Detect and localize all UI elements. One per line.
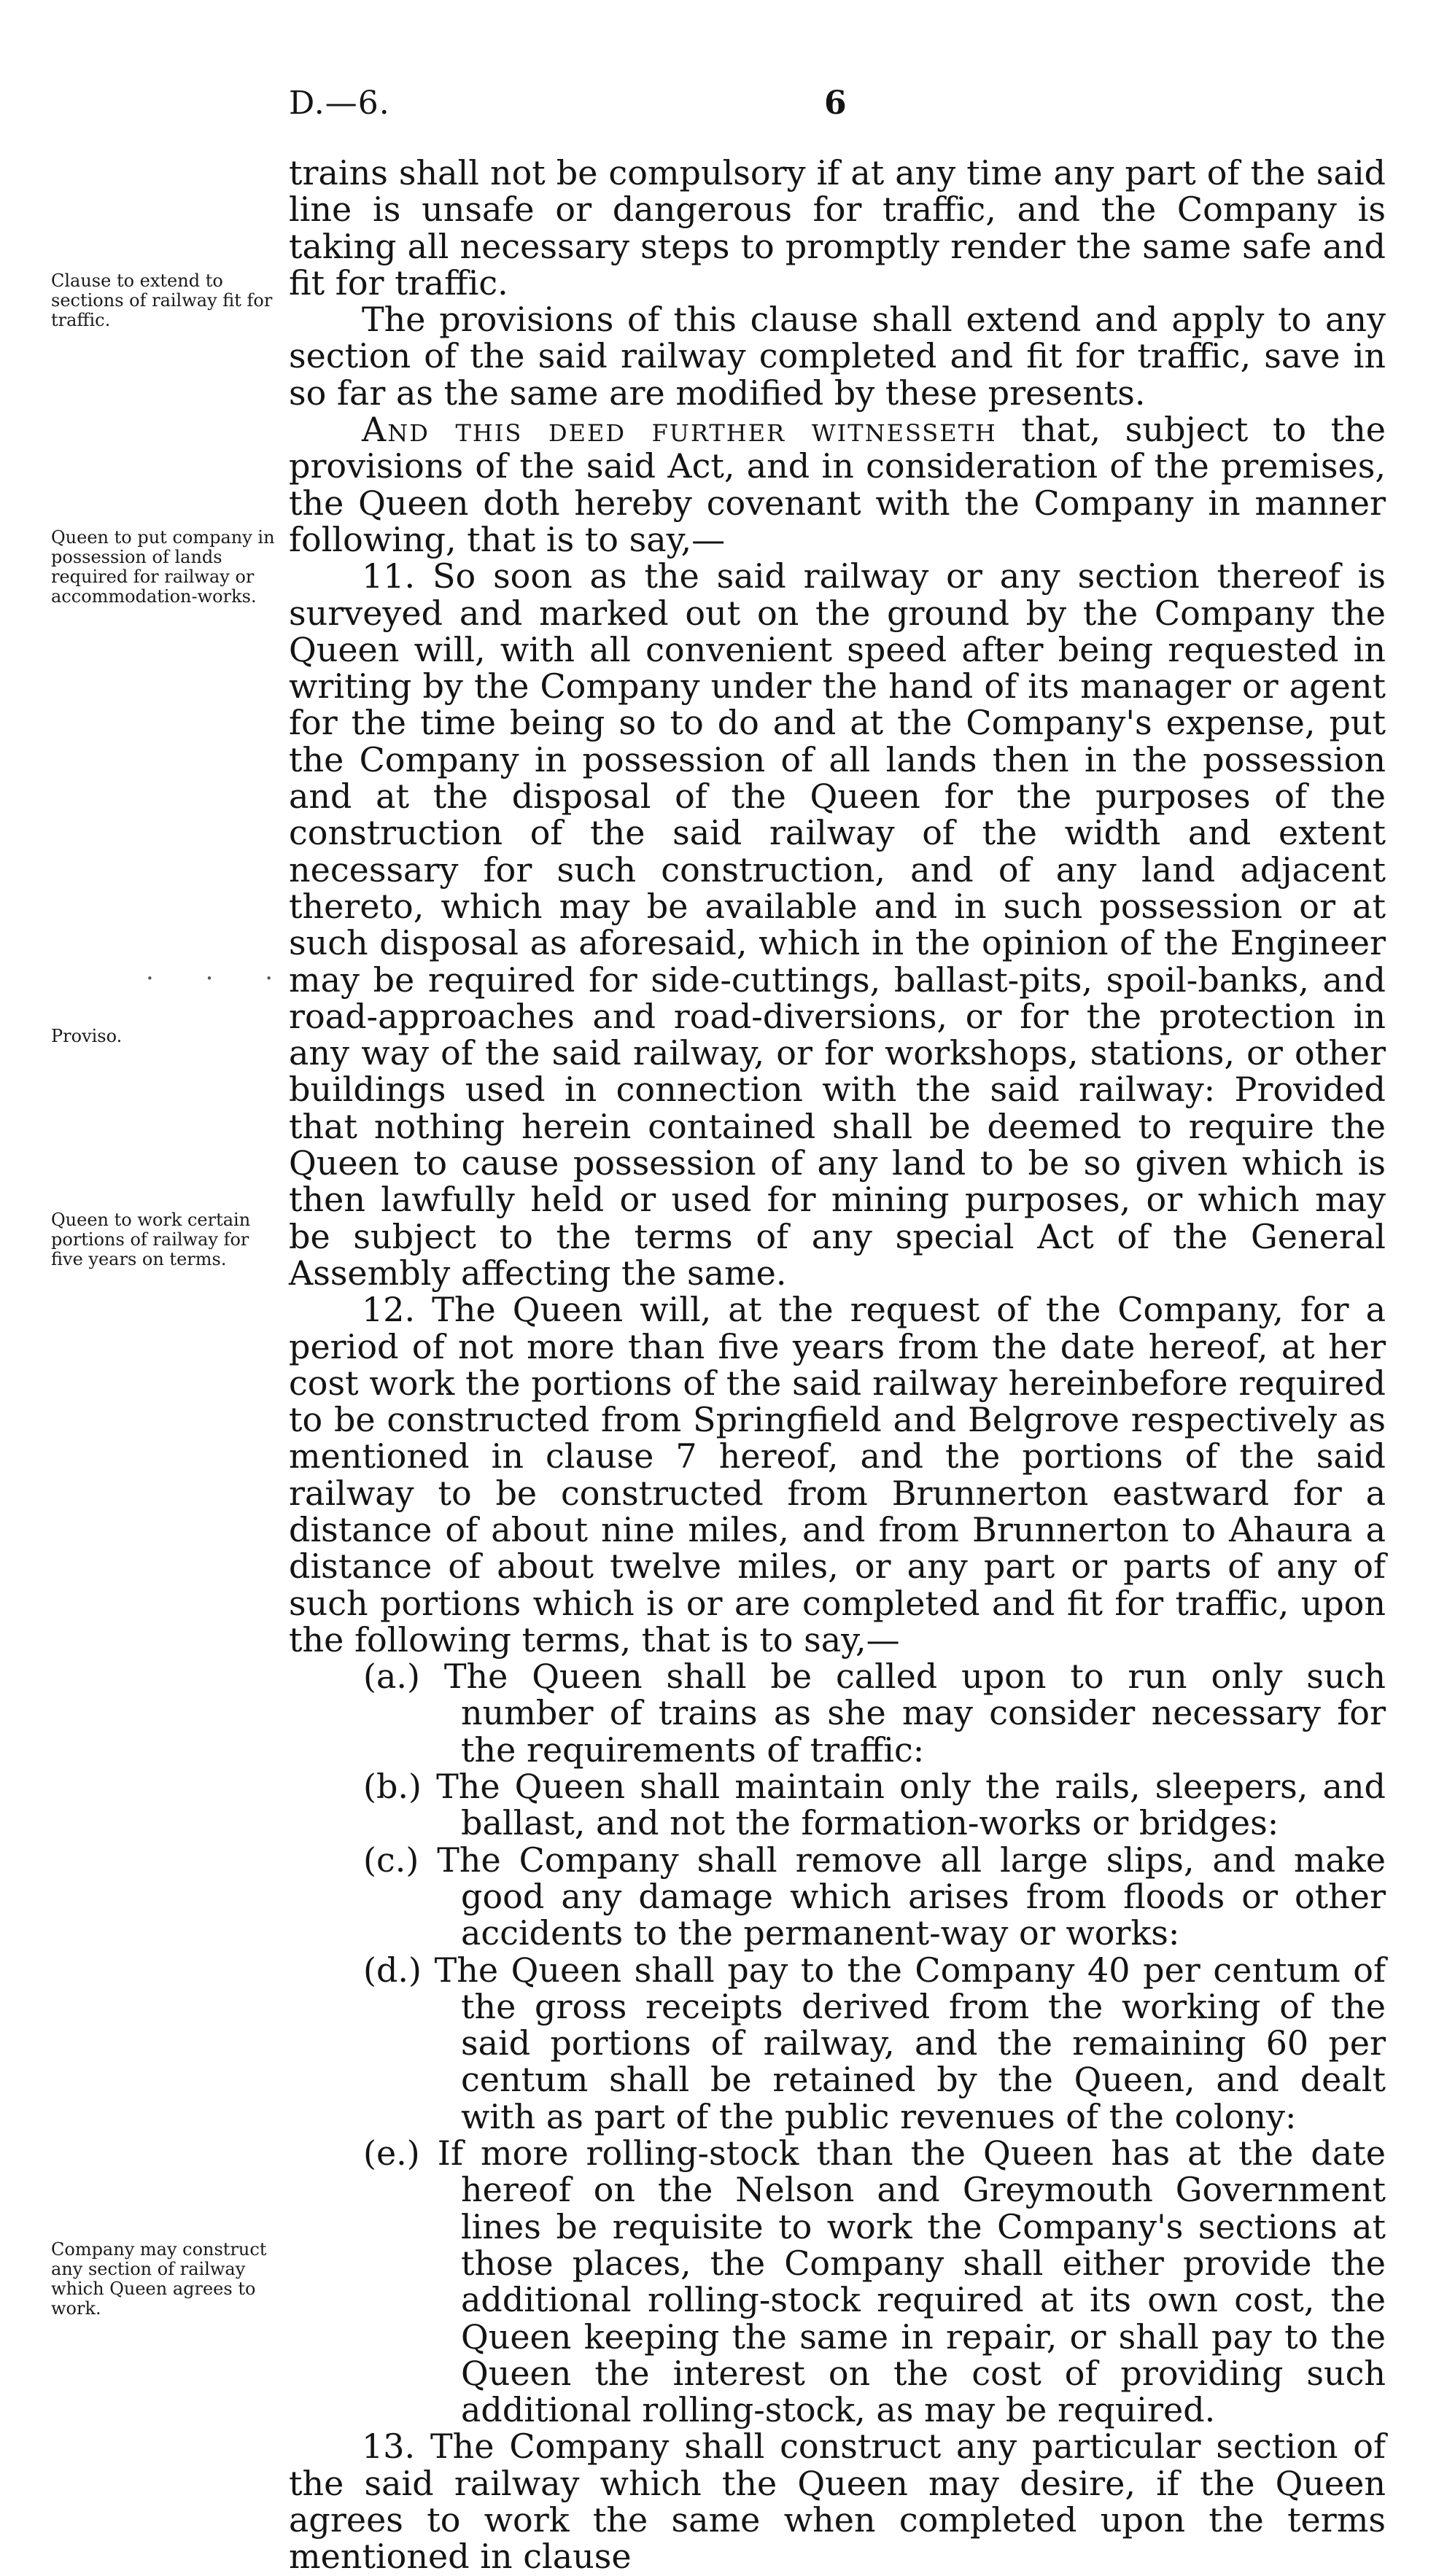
margin-note-queen-possession: Queen to put company in possession of lands required for railway or accommodation-works.	[51, 527, 275, 607]
body-text	[289, 155, 1386, 2575]
margin-note-company-construct: Company may construct any section of railway which Queen agrees to work.	[51, 2239, 267, 2319]
paragraph-clause-13: 13. The Company shall construct any particular section of the said railway which the Queen may desire, if the Queen agrees to work the same when completed upon the terms mentioned in clause	[289, 2427, 1386, 2576]
page-number: 6	[824, 85, 847, 122]
term-label: (a.)	[363, 1657, 420, 1697]
margin-note-queen-work: Queen to work certain portions of railway for five years on terms.	[51, 1210, 251, 1269]
term-label: (d.)	[363, 1950, 422, 1990]
paragraph-clause-12: 12. The Queen will, at the request of the Company, for a period of not more than five years from the date hereof, at her cost work the portions of the said railway hereinbefore required to be constructed from Springfield and Belgrove respectively as mentioned in clause 7 hereof, and the portions of the said railway to be constructed from Brunnerton eastward for a distance of about nine miles, and from Brunnerton to Ahaura a distance of about twelve miles, or any part or parts of any of such portions which is or are completed and fit for traffic, upon the following terms, that is to say,—	[289, 1290, 1386, 1659]
term-text: The Company shall remove all large slips, and make good any damage which arises from floods or other accidents to the permanent-way or works:	[437, 1840, 1386, 1953]
term-text: If more rolling-stock than the Queen has at the date hereof on the Nelson and Greymouth Government lines be requisite to work the Company's sections at those places, the Company shall either provide the additional rolling-stock required at its own cost, the Queen keeping the same in repair, or shall pay to the Queen the interest on the cost of providing such additional rolling-stock, as may be required.	[437, 2133, 1386, 2430]
term-label: (b.)	[363, 1767, 422, 1807]
term-label: (e.)	[363, 2133, 420, 2174]
term-label: (c.)	[363, 1840, 419, 1880]
paragraph-continuation: trains shall not be compulsory if at any time any part of the said line is unsafe or dangerous for traffic, and the Company is taking all necessary steps to promptly render the same safe and fit for traffic.	[289, 153, 1386, 303]
witnesseth-lead: And this deed further witnesseth	[362, 410, 997, 450]
paragraph-clause-extension: The provisions of this clause shall extend and apply to any section of the said railway completed and fit for traffic, save in so far as the same are modified by these presents.	[289, 300, 1386, 413]
margin-note-clause-extend: Clause to extend to sections of railway fit for traffic.	[51, 271, 273, 330]
term-text: The Queen shall maintain only the rails, sleepers, and ballast, and not the formation-works or bridges:	[436, 1767, 1386, 1843]
paragraph-clause-11: 11. So soon as the said railway or any section thereof is surveyed and marked out on the ground by the Company the Queen will, with all convenient speed after being requested in writing by the Company under the hand of its manager or agent for the time being so to do and at the Company's expense, put the Company in possession of all lands then in the possession and at the disposal of the Queen for the purposes of the construction of the said railway of the width and extent necessary for such construction, and of any land adjacent thereto, which may be available and in such possession or at such disposal as aforesaid, which in the opinion of the Engineer may be required for side-cuttings, ballast-pits, spoil-banks, and road-approaches and road-diversions, or for the protection in any way of the said railway, or for workshops, stations, or other buildings used in connection with the said railway: Provided that nothing herein contained shall be deemed to require the Queen to cause possession of any land to be so given which is then lawfully held or used for mining purposes, or which may be subject to the terms of any special Act of the General Assembly affecting the same.	[289, 556, 1386, 1293]
witnesseth-rest: that, subject to the provisions of the said Act, and in consideration of the premises, the Queen doth hereby covenant with the Company in manner following, that is to say,—	[289, 410, 1386, 559]
term-text: The Queen shall pay to the Company 40 per centum of the gross receipts derived from the working of the said portions of railway, and the remaining 60 per centum shall be retained by the Queen, and dealt with as part of the public revenues of the colony:	[434, 1950, 1386, 2136]
page-header	[289, 85, 1383, 128]
document-reference: D.—6.	[289, 85, 390, 122]
term-item	[289, 1842, 1386, 1952]
paragraph-witnesseth	[289, 411, 1386, 558]
term-item	[289, 2135, 1386, 2428]
margin-dots: . . .	[146, 957, 295, 986]
term-item	[289, 1658, 1386, 1768]
term-item	[289, 1952, 1386, 2135]
margin-note-proviso: Proviso.	[51, 1026, 123, 1046]
term-text: The Queen shall be called upon to run only such number of trains as she may consider necessary for the requirements of traffic:	[443, 1657, 1386, 1770]
term-item	[289, 1768, 1386, 1842]
